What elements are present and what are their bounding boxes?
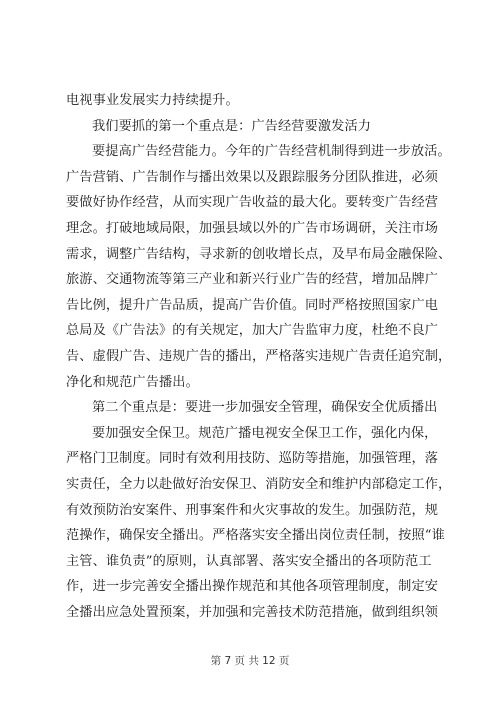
paragraph-line: 净化和规范广告播出。	[66, 374, 199, 390]
paragraph-line: 要提高广告经营能力。今年的广告经营机制得到进一步放活。	[92, 144, 451, 160]
paragraph-line: 有效预防治安案件、刑事案件和火灾事故的发生。加强防范，规	[66, 502, 439, 518]
paragraph-line: 要加强安全保卫。规范广播电视安全保卫工作，强化内保，	[92, 425, 438, 441]
paragraph-line: 严格门卫制度。同时有效利用技防、巡防等措施，加强管理，落	[66, 451, 439, 467]
paragraph-line: 电视事业发展实力持续提升。	[66, 93, 239, 108]
page-footer: 第 7 页 共 12 页	[210, 655, 290, 667]
paragraph-line: 范操作，确保安全播出。严格落实安全播出岗位责任制，按照“谁	[66, 528, 445, 544]
paragraph-line: 要做好协作经营，从而实现广告收益的最大化。要转变广告经营	[66, 195, 439, 211]
paragraph-line: 广告营销、广告制作与播出效果以及跟踪服务分团队推进，必须	[66, 169, 439, 185]
paragraph-line: 作，进一步完善安全播出操作规范和其他各项管理制度，制定安	[66, 579, 439, 595]
paragraph-line: 主管、谁负责”的原则，认真部署、落实安全播出的各项防范工	[66, 553, 432, 569]
paragraph-line: 旅游、交通物流等第三产业和新兴行业广告的经营，增加品牌广	[66, 272, 439, 288]
paragraph-line: 理念。打破地域局限，加强县域以外的广告市场调研，关注市场	[66, 220, 439, 236]
paragraph-line: 全播出应急处置预案，并加强和完善技术防范措施，做到组织领	[66, 604, 439, 620]
document-body	[66, 88, 458, 625]
paragraph-line: 告比例，提升广告品质，提高广告价值。同时严格按照国家广电	[66, 297, 439, 313]
section-heading-line: 我们要抓的第一个重点是：广告经营要激发活力	[92, 118, 372, 134]
paragraph-line: 需求，调整广告结构，寻求新的创收增长点，及早布局金融保险、	[66, 246, 452, 262]
paragraph-line: 实责任，全力以赴做好治安保卫、消防安全和维护内部稳定工作，	[66, 476, 452, 492]
section-heading-line: 第二个重点是：要进一步加强安全管理，确保安全优质播出	[92, 400, 438, 416]
paragraph-line: 总局及《广告法》的有关规定，加大广告监审力度，杜绝不良广	[66, 323, 439, 339]
paragraph-line: 告、虚假广告、违规广告的播出，严格落实违规广告责任追究制，	[66, 348, 452, 364]
